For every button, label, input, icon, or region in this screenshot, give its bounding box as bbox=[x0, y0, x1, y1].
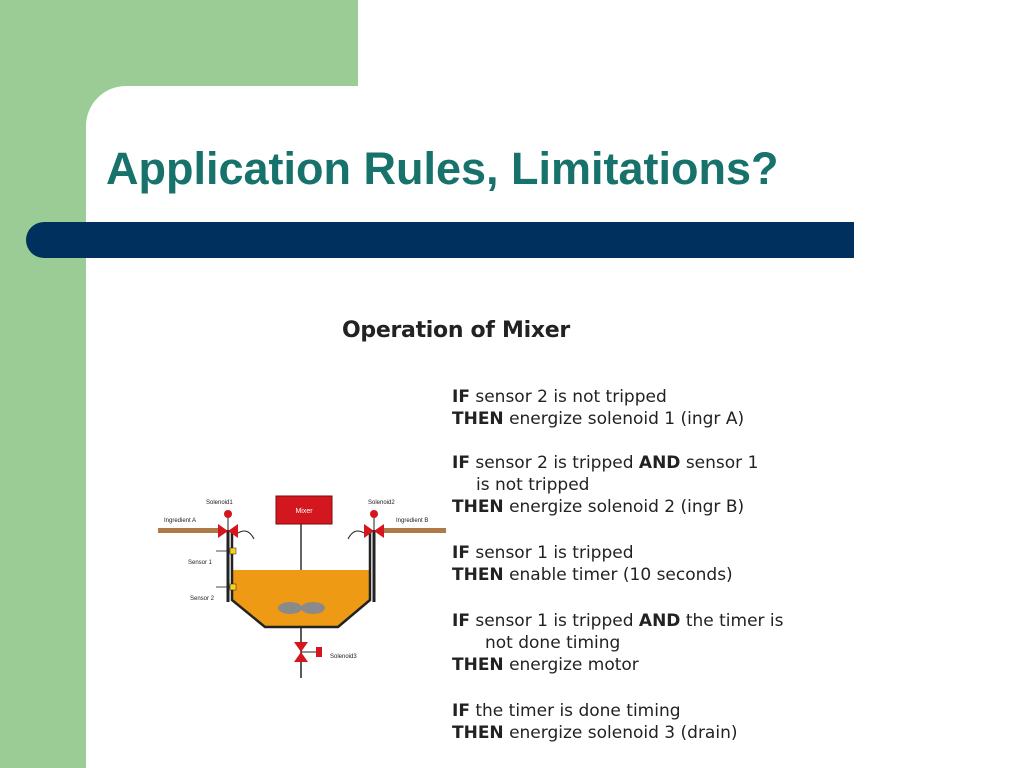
rule-4-action: energize motor bbox=[509, 655, 639, 675]
solenoid3-head bbox=[316, 647, 322, 657]
rule-4-and: AND bbox=[638, 611, 681, 631]
ingredient-a-label: Ingredient A bbox=[164, 518, 197, 524]
rule-3 bbox=[452, 542, 733, 586]
mixer-label: Mixer bbox=[295, 508, 313, 515]
impeller-left bbox=[278, 602, 302, 614]
ingredient-a-pipe bbox=[158, 528, 222, 533]
slide-title: Application Rules, Limitations? bbox=[106, 143, 779, 194]
impeller-right bbox=[301, 602, 325, 614]
solenoid3-label: Solenoid3 bbox=[330, 654, 357, 660]
rule-5-condition: the timer is done timing bbox=[475, 701, 681, 721]
rule-2-action: energize solenoid 2 (ingr B) bbox=[509, 497, 745, 517]
rule-1-then: THEN bbox=[452, 409, 504, 429]
rule-5 bbox=[452, 700, 737, 744]
sensor1-label: Sensor 1 bbox=[188, 560, 213, 566]
rule-2 bbox=[452, 452, 758, 518]
ingredient-b-pipe bbox=[382, 528, 446, 533]
solenoid2-head bbox=[370, 510, 378, 518]
rule-4-then: THEN bbox=[452, 655, 504, 675]
rule-5-if: IF bbox=[452, 701, 470, 721]
solenoid3-valve-b bbox=[294, 652, 308, 662]
sensor2-marker bbox=[230, 584, 236, 590]
solenoid1-head bbox=[224, 510, 232, 518]
sensor1-marker bbox=[230, 548, 236, 554]
rule-2-then: THEN bbox=[452, 497, 504, 517]
rule-1-condition: sensor 2 is not tripped bbox=[475, 387, 667, 407]
rule-3-condition: sensor 1 is tripped bbox=[475, 543, 634, 563]
rule-1-action: energize solenoid 1 (ingr A) bbox=[509, 409, 745, 429]
solenoid2-label: Solenoid2 bbox=[368, 500, 395, 506]
rule-1 bbox=[452, 386, 744, 430]
rule-4-condition-a: sensor 1 is tripped bbox=[475, 611, 634, 631]
rule-2-condition-c: is not tripped bbox=[476, 475, 590, 495]
rule-3-action: enable timer (10 seconds) bbox=[509, 565, 733, 585]
rule-4 bbox=[452, 610, 784, 676]
rule-3-if: IF bbox=[452, 543, 470, 563]
rule-2-if: IF bbox=[452, 453, 470, 473]
rule-2-condition-b: sensor 1 bbox=[685, 453, 759, 473]
rule-4-condition-b: the timer is bbox=[685, 611, 784, 631]
sensor2-label: Sensor 2 bbox=[190, 596, 215, 602]
rule-1-if: IF bbox=[452, 387, 470, 407]
solenoid1-label: Solenoid1 bbox=[206, 500, 233, 506]
rule-4-condition-c: not done timing bbox=[485, 633, 621, 653]
figure-title: Operation of Mixer bbox=[342, 318, 570, 343]
title-underline-bar bbox=[26, 222, 854, 258]
inflow-a-swirl bbox=[238, 531, 254, 539]
inflow-b-swirl bbox=[348, 531, 364, 539]
ingredient-b-label: Ingredient B bbox=[396, 518, 429, 524]
rule-5-then: THEN bbox=[452, 723, 504, 743]
rule-5-action: energize solenoid 3 (drain) bbox=[509, 723, 738, 743]
rule-2-and: AND bbox=[638, 453, 681, 473]
rule-4-if: IF bbox=[452, 611, 470, 631]
mixer-diagram bbox=[150, 490, 450, 690]
rule-3-then: THEN bbox=[452, 565, 504, 585]
rule-2-condition-a: sensor 2 is tripped bbox=[475, 453, 634, 473]
solenoid3-valve bbox=[294, 642, 308, 652]
